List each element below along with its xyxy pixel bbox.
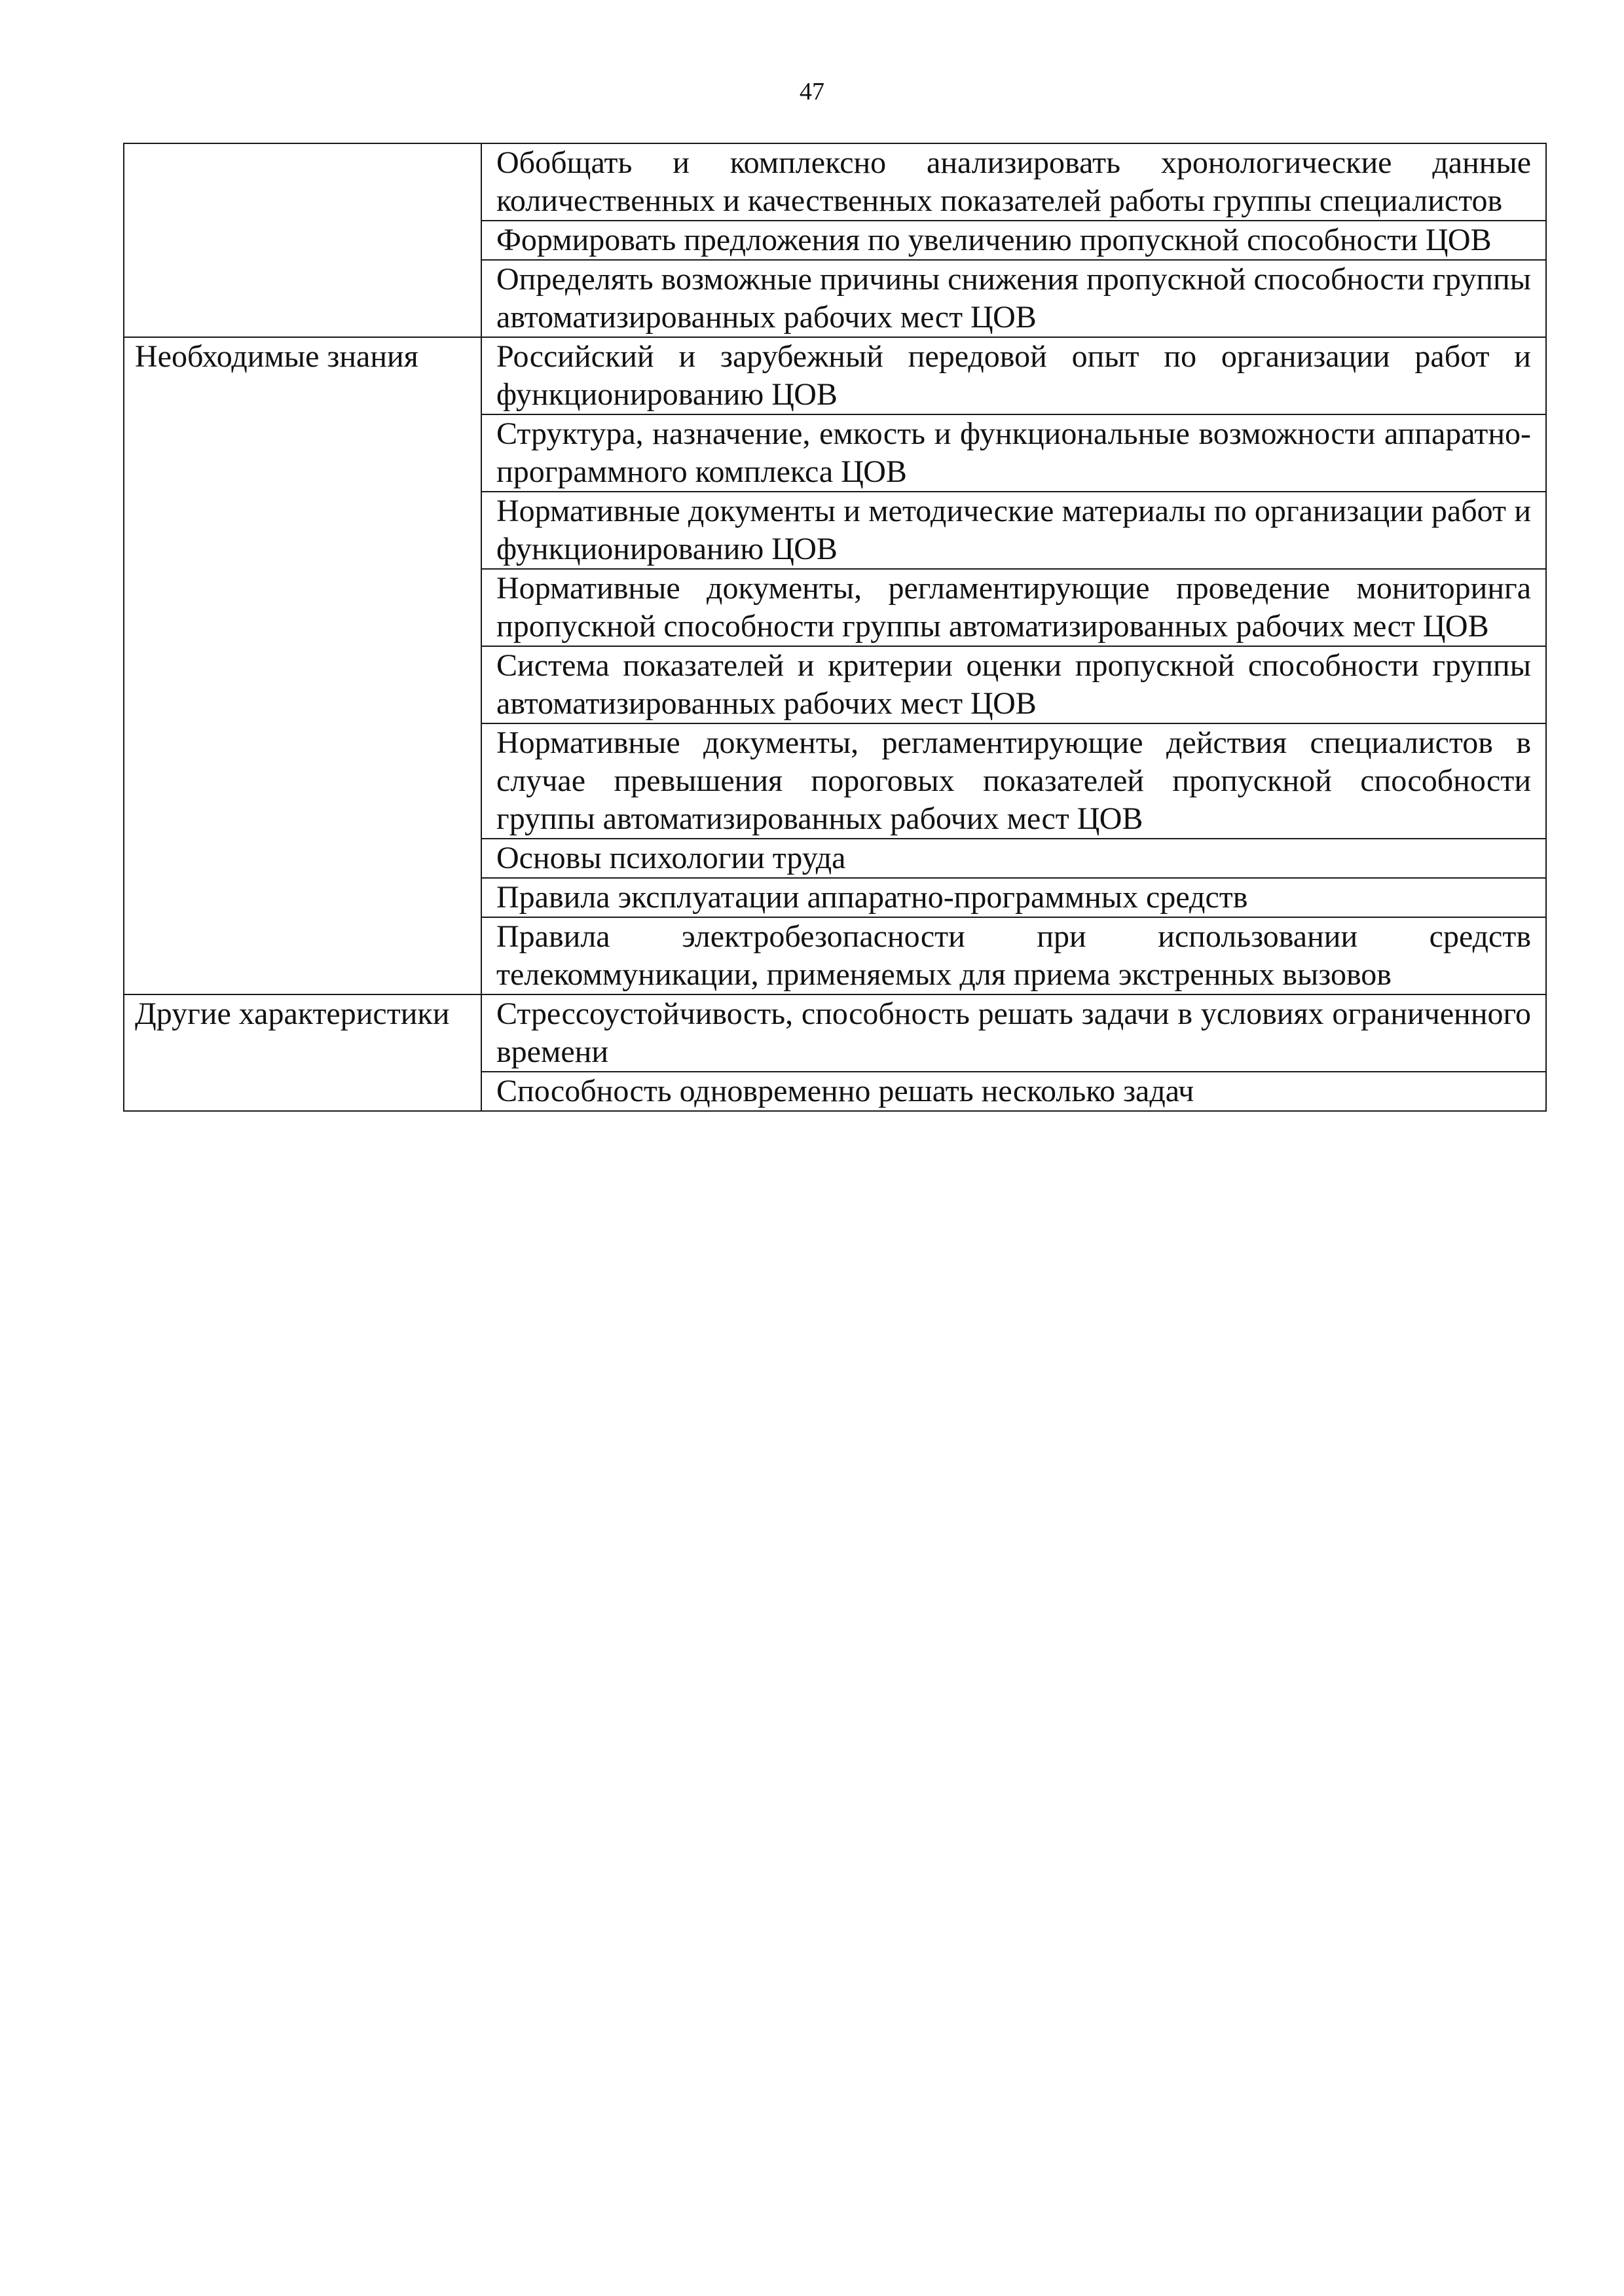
table-cell: Российский и зарубежный передовой опыт по организации работ и функционированию ЦОВ (481, 337, 1546, 414)
table-cell: Стрессоустойчивость, способность решать задачи в условиях ограниченного времени (481, 994, 1546, 1072)
table-cell: Основы психологии труда (481, 839, 1546, 878)
row-label-cell: Необходимые знания (124, 337, 481, 994)
table-cell: Нормативные документы, регламентирующие проведение мониторинга пропускной способности группы автоматизированных рабочих мест ЦОВ (481, 569, 1546, 646)
table-row (124, 337, 1546, 414)
row-label-cell (124, 143, 481, 337)
table-cell: Нормативные документы, регламентирующие действия специалистов в случае превышения пороговых показателей пропускной способности группы автоматизированных рабочих мест ЦОВ (481, 723, 1546, 839)
table-cell: Структура, назначение, емкость и функциональные возможности аппаратно-программного комплекса ЦОВ (481, 414, 1546, 492)
table-cell: Формировать предложения по увеличению пропускной способности ЦОВ (481, 221, 1546, 260)
table-cell: Обобщать и комплексно анализировать хронологические данные количественных и качественных показателей работы группы специалистов (481, 143, 1546, 221)
table-row (124, 994, 1546, 1072)
page-number: 47 (800, 78, 824, 105)
table-cell: Система показателей и критерии оценки пропускной способности группы автоматизированных рабочих мест ЦОВ (481, 646, 1546, 723)
table-cell: Способность одновременно решать несколько задач (481, 1072, 1546, 1111)
row-label-cell: Другие характеристики (124, 994, 481, 1111)
table-cell: Нормативные документы и методические материалы по организации работ и функционированию ЦОВ (481, 492, 1546, 569)
table-cell: Правила эксплуатации аппаратно-программных средств (481, 878, 1546, 917)
table-cell: Правила электробезопасности при использовании средств телекоммуникации, применяемых для приема экстренных вызовов (481, 917, 1546, 994)
competency-table (123, 143, 1547, 1112)
table-cell: Определять возможные причины снижения пропускной способности группы автоматизированных рабочих мест ЦОВ (481, 260, 1546, 337)
table-row (124, 143, 1546, 221)
